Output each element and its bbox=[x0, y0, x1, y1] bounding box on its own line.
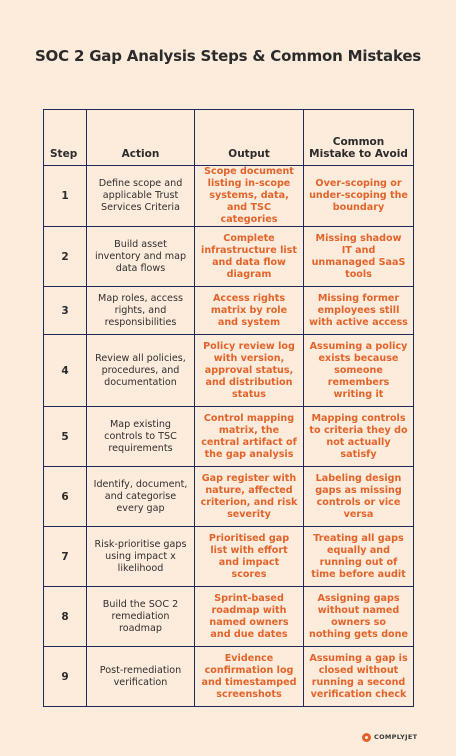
table-row bbox=[44, 647, 414, 707]
output-cell: Sprint-based roadmap with named owners and due dates bbox=[195, 587, 304, 647]
mistake-cell: Assigning gaps without named owners so nothing gets done bbox=[304, 587, 414, 647]
output-cell: Prioritised gap list with effort and impact scores bbox=[195, 527, 304, 587]
table-row bbox=[44, 587, 414, 647]
table-row bbox=[44, 527, 414, 587]
action-cell: Review all policies, procedures, and documentation bbox=[87, 335, 195, 407]
mistake-cell: Over-scoping or under-scoping the boundary bbox=[304, 166, 414, 227]
action-cell: Post-remediation verification bbox=[87, 647, 195, 707]
complyjet-logo-icon bbox=[362, 733, 371, 742]
output-cell: Policy review log with version, approval status, and distribution status bbox=[195, 335, 304, 407]
gap-analysis-table bbox=[43, 109, 414, 707]
table-row bbox=[44, 166, 414, 227]
step-cell: 3 bbox=[44, 287, 87, 335]
step-cell: 1 bbox=[44, 166, 87, 227]
output-cell: Access rights matrix by role and system bbox=[195, 287, 304, 335]
step-cell: 9 bbox=[44, 647, 87, 707]
mistake-cell: Labeling design gaps as missing controls or vice versa bbox=[304, 467, 414, 527]
brand-logo bbox=[362, 731, 417, 743]
page-title: SOC 2 Gap Analysis Steps & Common Mistakes bbox=[34, 47, 422, 65]
action-cell: Map existing controls to TSC requirements bbox=[87, 407, 195, 467]
action-cell: Identify, document, and categorise every gap bbox=[87, 467, 195, 527]
output-cell: Gap register with nature, affected criterion, and risk severity bbox=[195, 467, 304, 527]
action-cell: Map roles, access rights, and responsibilities bbox=[87, 287, 195, 335]
header-mistake: Common Mistake to Avoid bbox=[304, 110, 414, 166]
mistake-cell: Treating all gaps equally and running out of time before audit bbox=[304, 527, 414, 587]
output-cell: Control mapping matrix, the central artifact of the gap analysis bbox=[195, 407, 304, 467]
action-cell: Risk-prioritise gaps using impact x likelihood bbox=[87, 527, 195, 587]
step-cell: 7 bbox=[44, 527, 87, 587]
output-cell: Scope document listing in-scope systems, data, and TSC categories bbox=[195, 166, 304, 227]
output-cell: Evidence confirmation log and timestamped screenshots bbox=[195, 647, 304, 707]
table-row bbox=[44, 335, 414, 407]
mistake-cell: Missing shadow IT and unmanaged SaaS tools bbox=[304, 227, 414, 287]
step-cell: 4 bbox=[44, 335, 87, 407]
table-header-row bbox=[44, 110, 414, 166]
action-cell: Define scope and applicable Trust Services Criteria bbox=[87, 166, 195, 227]
step-cell: 2 bbox=[44, 227, 87, 287]
header-output: Output bbox=[195, 110, 304, 166]
step-cell: 6 bbox=[44, 467, 87, 527]
output-cell: Complete infrastructure list and data flow diagram bbox=[195, 227, 304, 287]
table-row bbox=[44, 227, 414, 287]
header-action: Action bbox=[87, 110, 195, 166]
table-row bbox=[44, 407, 414, 467]
brand-name: COMPLYJET bbox=[374, 733, 418, 741]
action-cell: Build the SOC 2 remediation roadmap bbox=[87, 587, 195, 647]
mistake-cell: Missing former employees still with active access bbox=[304, 287, 414, 335]
mistake-cell: Mapping controls to criteria they do not actually satisfy bbox=[304, 407, 414, 467]
table-row bbox=[44, 287, 414, 335]
step-cell: 5 bbox=[44, 407, 87, 467]
table-row bbox=[44, 467, 414, 527]
step-cell: 8 bbox=[44, 587, 87, 647]
header-step: Step bbox=[44, 110, 87, 166]
mistake-cell: Assuming a gap is closed without running a second verification check bbox=[304, 647, 414, 707]
mistake-cell: Assuming a policy exists because someone remembers writing it bbox=[304, 335, 414, 407]
action-cell: Build asset inventory and map data flows bbox=[87, 227, 195, 287]
